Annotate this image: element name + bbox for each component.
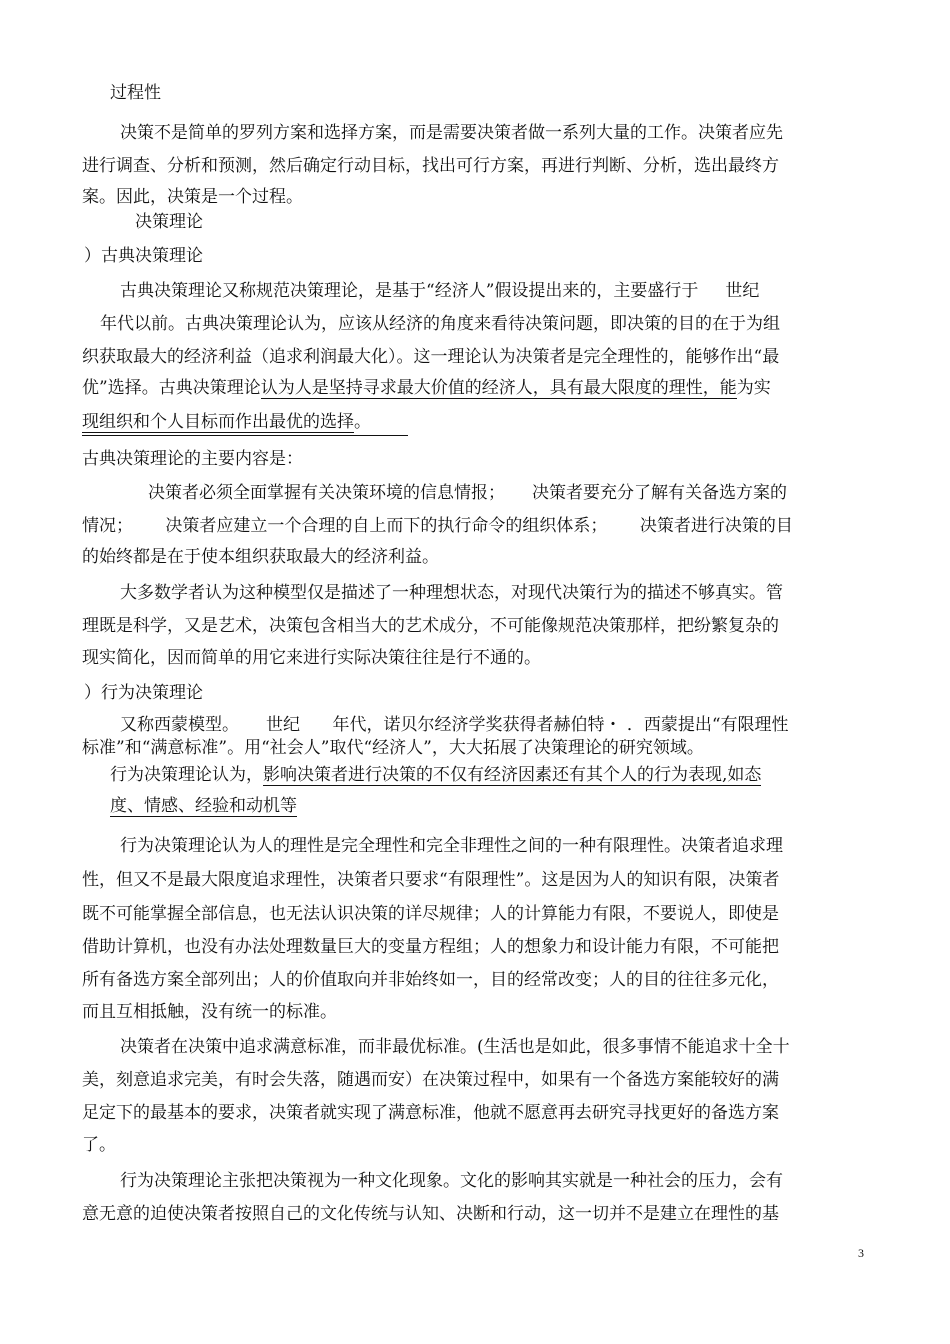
heading-classic-theory: ）古典决策理论 <box>84 246 203 266</box>
text-span: 为实 <box>736 378 771 398</box>
paragraph-line: 美，刻意追求完美，有时会失落，随遇而安）在决策过程中，如果有一个备选方案能较好的满 <box>82 1070 779 1090</box>
paragraph-line: 的始终都是在于使本组织获取最大的经济利益。 <box>82 547 439 567</box>
paragraph-line: 既不可能掌握全部信息，也无法认识决策的详尽规律；人的计算能力有限，不要说人，即使是 <box>82 904 779 924</box>
paragraph-line: 了。 <box>82 1135 116 1155</box>
paragraph-line: 进行调查、分析和预测，然后确定行动目标，找出可行方案，再进行判断、分析，选出最终方 <box>82 156 779 176</box>
text-span: 。 <box>354 412 371 432</box>
paragraph-line: 借助计算机，也没有办法处理数量巨大的变量方程组；人的想象力和设计能力有限，不可能把 <box>82 937 779 957</box>
paragraph-line: 足定下的最基本的要求，决策者就实现了满意标准，他就不愿意再去研究寻找更好的备选方案 <box>82 1103 779 1123</box>
section-label: 古典决策理论的主要内容是： <box>82 449 303 469</box>
paragraph-line: 理既是科学，又是艺术，决策包含相当大的艺术成分，不可能像规范决策那样，把纷繁复杂的 <box>82 616 779 636</box>
paragraph-line: 大多数学者认为这种模型仅是描述了一种理想状态，对现代决策行为的描述不够真实。管 <box>120 583 783 603</box>
paragraph-line: 行为决策理论主张把决策视为一种文化现象。文化的影响其实就是一种社会的压力，会有 <box>120 1171 783 1191</box>
text-span: 优”选择。古典决策理论 <box>82 378 261 398</box>
underlined-text: 影响决策者进行决策的不仅有经济因素还有其个人的行为表现,如态 <box>263 765 762 785</box>
heading-process: 过程性 <box>110 83 161 103</box>
paragraph-line: 标准”和“满意标准”。用“社会人”取代“经济人”，大大拓展了决策理论的研究领域。 <box>82 738 704 758</box>
paragraph-line: 意无意的迫使决策者按照自己的文化传统与认知、决断和行动，这一切并不是建立在理性的基 <box>82 1204 779 1224</box>
paragraph-line: 决策不是简单的罗列方案和选择方案，而是需要决策者做一系列大量的工作。决策者应先 <box>120 123 783 143</box>
paragraph-line: 而且互相抵触，没有统一的标准。 <box>82 1002 337 1022</box>
paragraph-line: 年代以前。古典决策理论认为，应该从经济的角度来看待决策问题，即决策的目的在于为组 <box>100 314 780 334</box>
paragraph-line: 决策者必须全面掌握有关决策环境的信息情报； 决策者要充分了解有关备选方案的 <box>148 483 788 503</box>
underline-rule <box>82 435 408 436</box>
paragraph-line: 情况； 决策者应建立一个合理的自上而下的执行命令的组织体系； 决策者进行决策的目 <box>82 516 793 536</box>
paragraph-line: 现实简化，因而简单的用它来进行实际决策往往是行不通的。 <box>82 648 541 668</box>
heading-decision-theory: 决策理论 <box>135 212 203 232</box>
paragraph-line-underlined <box>110 795 297 817</box>
paragraph-line: 又称西蒙模型。 世纪 年代，诺贝尔经济学奖获得者赫伯特・ ．西蒙提出“有限理性 <box>120 715 789 735</box>
page-number: 3 <box>858 1246 864 1260</box>
paragraph-line: 决策者在决策中追求满意标准，而非最优标准。(生活也是如此，很多事情不能追求十全十 <box>120 1037 790 1057</box>
paragraph-line: 所有备选方案全部列出；人的价值取向并非始终如一，目的经常改变；人的目的往往多元化， <box>82 970 779 990</box>
text-span: 行为决策理论认为， <box>110 765 263 785</box>
paragraph-line: 案。因此，决策是一个过程。 <box>82 187 303 207</box>
paragraph-line: 行为决策理论认为人的理性是完全理性和完全非理性之间的一种有限理性。决策者追求理 <box>120 836 783 856</box>
paragraph-line: 性，但又不是最大限度追求理性，决策者只要求“有限理性”。这是因为人的知识有限，决策者 <box>82 870 780 890</box>
underlined-text: 现组织和个人目标而作出最优的选择 <box>82 412 354 432</box>
paragraph-line-underlined <box>82 411 371 433</box>
paragraph-line: 织获取最大的经济利益（追求利润最大化）。这一理论认为决策者是完全理性的，能够作出“最 <box>82 347 780 367</box>
heading-behavior-theory: ）行为决策理论 <box>84 683 203 703</box>
underlined-text: 度、情感、经验和动机等 <box>110 796 297 816</box>
paragraph-line-underlined <box>82 377 771 399</box>
paragraph-line: 古典决策理论又称规范决策理论，是基于“经济人”假设提出来的，主要盛行于 世纪 <box>120 281 760 301</box>
underlined-text: 认为人是坚持寻求最大价值的经济人，具有最大限度的理性，能 <box>260 378 737 398</box>
paragraph-line-underlined <box>110 764 761 786</box>
